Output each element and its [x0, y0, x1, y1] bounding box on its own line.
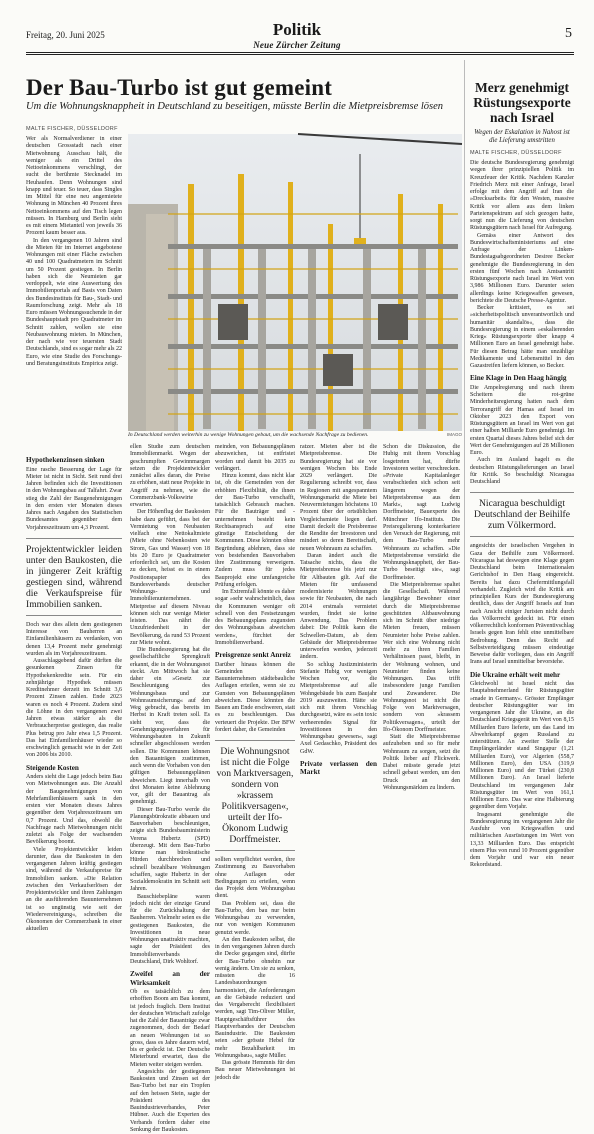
construction-photo: [128, 134, 462, 431]
paragraph: Die deutsche Bundesregierung genehmigt wegen ihrer prinzipiellen Politik im Kreuzfeuer der Kritik. Nachdem Kanzler Friedrich Merz mit einer Anfrage, Israel erfolge mit dem Angriff auf Iran die »Drecksarbeit« für den Westen, massive Kritik vor allem aus dem linken Parteienspektrum auf sich gezogen hatte, sorgt nun die Lieferung von deutschen Rüstungsgütern nach Israel für Aufregung.: [470, 160, 574, 232]
paragraph: Schon die Diskussion, die Hubig mit ihrem Vorschlag losgetreten hat, dürfte Investoren weiter verschrecken. »Private Kapitalanleger verabschieden sich schon seit längerem wegen der Mietpreisbremse aus dem Markt«, sagt Ludwig Dorffmeister, Bauexperte des Münchner Ifo-Instituts. Die Preisregulierung konterkariere den Versuch der Regierung, mit dem Bau-Turbo mehr Wohnraum zu schaffen. »Die Mietpreisbremse verstärkt die Wohnungsknappheit, der Bau-Turbo beseitigt sie«, sagt Dorffmeister.: [383, 444, 460, 581]
pull-quote: Nicaragua beschuldigt Deutschland der Beihilfe zum Völkermord.: [470, 492, 574, 537]
subhead: Preisgrenze senkt Anreiz: [215, 651, 291, 659]
article-title: Der Bau-Turbo ist gut gemeint: [26, 75, 333, 100]
paragraph: meinden, von Bebauungsplänen abzuweichen, ist entfristet worden und damit bis 2035 zu verlängert.: [215, 444, 295, 472]
paragraph: Auch im Ausland hagelt es die deutschen Rüstungslieferungen an Israel für Kritik. So beschuldigt Nicaragua Deutschland: [470, 457, 574, 485]
pull-quote: Projektentwickler leiden unter den Baukosten, die in jüngerer Zeit kräftig gestiegen sind, während die Verkaufspreise für Immobilien sanken.: [26, 538, 122, 616]
paragraph: In den vergangenen 10 Jahren sind die Mieten für im Internet angebotene Wohnungen mit einer Fläche zwischen 40 und 100 Quadratmetern im Schnitt um 50 Prozent gestiegen. In Berlin haben sich die Neumieten gar verdoppelt, wie eine Auswertung des Immobilienportals auf Basis von Daten des Bundesinstituts für Bau-, Stadt- und Raumforschung zeigt. Mehr als 18 Euro müssen Wohnungssuchende in der Bundeshauptstadt pro Quadratmeter im Schnitt zahlen, wollen sie eine Neubauwohnung mieten. In München, der nach wie vor teuersten Stadt Deutschlands, sind es sogar mehr als 22 Euro, wie eine Studie des Forschungs- und Beratungsinstituts Empirica zeigt.: [26, 237, 122, 367]
paragraph: Doch war dies allein dem gestiegenen Interesse von Bauherren an Einfamilienhäusern zu verdanken, von denen 13,4 Prozent mehr genehmigt wurden als im Vorjahreszeitraum.: [26, 621, 122, 657]
article-column-3: [215, 444, 295, 1081]
paragraph: Insgesamt genehmigte die Bundesregierung im vergangenen Jahr die Ausfuhr von Kriegswaffen und militärischen Ausrüstungen im Wert von 13,33 Milliarden Euro. Das entspricht einem Plus von rund 10 Prozent gegenüber dem Vorjahr und war ein neuer Rekordstand.: [470, 811, 574, 869]
paragraph: Die Bundesregierung hat die gesellschaftliche Sprengkraft erkannt, die in der Wohnungsnot steckt. Am Mittwoch hat sie daher ein »Gesetz zur Beschleunigung des Wohnungsbaus und zur Wohnraumsicherung« auf den Weg gebracht, das bereits im Herbst in Kraft treten soll. Es sieht vor, dass die Genehmigungsverfahren für Wohnungsbauten in Zukunft schneller abgeschlossen werden sollen. Die Kommunen können den Bauanträgen zustimmen, auch wenn die Vorhaben von den gültigen Bebauungsplänen abweichen. Liegt innerhalb von drei Monaten keine Ablehnung vor, gilt der Bauantrag als genehmigt.: [130, 647, 210, 806]
article-column-4: [300, 444, 460, 862]
paragraph: Wer als Normalverdiener in einer deutschen Grossstadt nach einer Mietwohnung Ausschau hält, die weniger als ein Drittel des Nettoeinkommens verschlingt, der sucht die berühmte Stecknadel im Heuhaufen. Denn Wohnungen sind knapp und teuer. So teuer, dass Singles im Mittel für eine neu angemietete Wohnung in München 40 Prozent ihres Nettoeinkommens auf den Tisch legen müssen. In Hamburg und Berlin sieht es mit einem Mietanteil von jeweils 36 Prozent kaum besser aus.: [26, 136, 122, 237]
pull-quote: Die Wohnungsnot ist nicht die Folge von Marktversagen, sondern von »krassem Politikversagen«, urteilt der Ifo-Ökonom Ludwig Dorffmeister.: [215, 740, 295, 851]
photo-caption-text: In Deutschland werden weiterhin zu wenige Wohnungen gebaut, um die wachsende Nachfrage zu bedienen.: [128, 432, 369, 438]
header-rule: [26, 52, 574, 53]
paragraph: sollten verpflichtet werden, ihre Zustimmung zu Bauvorhaben ohne Auflagen oder Bedingungen zu erteilen, wenn das Projekt dem Wohnungsbau dient.: [215, 857, 295, 900]
paragraph: Im Extremfall könnte es daher sogar »sehr wahrscheinlich, dass die Kommunen weniger oft schnell von den Festsetzungen des Bebauungsplans zugunsten des Wohnungsbaus abweichen werden«, fürchtet der Immobilienverband.: [215, 589, 295, 646]
article-column-2: [130, 444, 210, 1133]
article-column-1: [26, 452, 122, 933]
subhead: Zweifel an der Wirksamkeit: [130, 970, 210, 987]
column-divider: [464, 60, 465, 860]
paragraph: Der Höhenflug der Baukosten habe dazu geführt, dass bei der Vermietung von Neubauten vielfach eine Nettokaltmiete (Miete ohne Nebenkosten wie Strom, Gas und Wasser) von 18 bis 20 Euro je Quadratmeter erforderlich sei, um die Kosten zu decken, heisst es in einem Positionspapier des Bundesverbands deutscher Wohnungs- und Immobilienunternehmen. Mietpreise auf diesem Niveau können sich nur wenige Mieter leisten. Das nährt die Unzufriedenheit in der Bevölkerung, da rund 53 Prozent zur Miete wohnt.: [130, 509, 210, 646]
paragraph: Das grösste Hemmnis für den Bau neuer Mietwohnungen ist jedoch die: [215, 1060, 295, 1081]
header-rule-thin: [26, 54, 574, 55]
subhead: Steigende Kosten: [26, 763, 79, 772]
paragraph: Daran ändert auch die Tatsache nichts, dass die Mietpreisbremse bis jetzt nur für Altbauten gilt. Auf die Mieten für umfassend modernisierte Wohnungen sowie für Neubauten, die nach 2014 erstmals vermietet wurden, findet sie keine Anwendung. Das Problem dabei: Die Politik kann die Schwellen-Datum, ab dem Gebäude der Mietpreisbremse unterworfen werden, jederzeit ändern.: [300, 552, 377, 661]
subhead: Die Ukraine erhält weit mehr: [470, 670, 561, 679]
side-article-byline: MALTE FISCHER, DÜSSELDORF: [470, 150, 562, 156]
article-head: [26, 75, 458, 112]
paragraph: Darüber hinaus können die Gemeinden den Bauunternehmen städtebauliche Auflagen erteilen, wenn sie zu Gunsten von Bebauungsplänen abweichen. Diese könnten die Bauen am Ende erschweren, statt es zu beschleunigen. Das verteuert die Projekte. Der BFW fordert daher, die Gemeinden: [215, 661, 295, 733]
paragraph: Becker kritisiert, es sei »sicherheitspolitisch unverantwortlich und humanitär skandalös«, dass die Bundesregierung in einem »eskalierenden Krieg« Rüstungsexporte über knapp 4 Millionen Euro an Israel genehmigt habe. Für diesen Betrag hätte man unzählige Medikamente und Lebensmittel in den Gazastreifen liefern können, so Becker.: [470, 305, 574, 369]
paragraph: Anders sieht die Lage jedoch beim Bau von Mietwohnungen aus. Die Anzahl der Baugenehmigungen von Mehrfamilienhäusern sank in den ersten vier Monaten dieses Jahres gegenüber dem Vorjahreszeitraum um 0,7 Prozent. Und das, obwohl die Nachfrage nach Mietwohnungen nicht zuletzt als Folge der wachsenden Bevölkerung boomt.: [26, 774, 122, 846]
paragraph: Statt die Mietpreisbremse aufzuheben und so für mehr Wohnraum zu sorgen, setzt die Politik lieber auf Flickwerk. Dabei müsste gerade jetzt schnell gebaut werden, um den Druck an den Wohnungsmärkten zu lindern.: [383, 734, 460, 791]
article-column-1-top: [26, 136, 122, 448]
page-number: 5: [565, 26, 572, 41]
paragraph: Die Ampelregierung und nach ihrem Scheitern die rot-grüne Minderheitsregierung hatten nach dem Terrorangriff der Hamas auf Israel im Oktober 2023 den Export von Rüstungsgütern an Israel im Wert von gut einer halben Milliarde Euro genehmigt. Im ersten Quartal dieses Jahres belief sich der Wert der Genehmigungen auf 28 Millionen Euro.: [470, 384, 574, 456]
section-title: Politik: [272, 20, 322, 39]
paragraph: An den Baukosten selbst, die in den vergangenen Jahren durch die Decke gegangen sind, dürfte der Bau-Turbo ohnehin nur wenig ändern. Um sie zu senken, müssten die 16 Landesbauordnungen harmonisiert, die Anforderungen an die Gebäude reduziert und das Vergaberecht flexibilisiert werden, sagt Tim-Oliver Müller, Hauptgeschäftsführer des Hauptverbandes der Deutschen Bauindustrie. Die Baukosten seien »der grösste Hebel für mehr Bezahlbarkeit im Wohnungsbau«, sagte Müller.: [215, 936, 295, 1059]
newspaper-name: Neue Zürcher Zeitung: [253, 40, 341, 50]
paragraph: Dieser Bau-Turbo werde die Planungsbürokratie abbauen und Bauvorhaben beschleunigen, zeigte sich Bundesbauministerin Verena Hubertz (SPD) überzeugt. Mit dem Bau-Turbo könne man bürokratische Hürden durchbrechen und schnell bezahlbare Wohnungen schaffen, sagte Hubertz in der Sozialdemokratin im Schnitt seit Jahren.: [130, 806, 210, 893]
paragraph: Ob es tatsächlich zu dem erhofften Boom am Bau kommt, ist jedoch fraglich. Dem Institut der deutschen Wirtschaft zufolge hat die Zahl der Bauanträge zwar zugenommen, doch der Bedarf an neuen Wohnungen ist so gross, dass es Jahre dauern wird, bis er gedeckt ist. Der Deutsche Mieterbund erwartet, dass die Mieten weiter steigen werden.: [130, 989, 210, 1068]
side-article-deck: Wegen der Eskalation in Nahost ist die Lieferung umstritten: [474, 129, 570, 144]
paragraph: Die Mietpreisbremse spaltet die Gesellschaft. Während langjährige Bewohner einer durch die Mietpreisbremse geschützten Altbauwohnung sich im Schnitt über niedrige Mieten freuen, müssen Neumieter hohe Preise zahlen. Wer sich eine Wohnung nicht mehr zu ihren Familien Verhältnissen passt, bleibt, in der Wohnung wohnen, und Neumieter finden keine Wohnungen. Das trifft insbesondere junge Familien und Zuwanderer. Die Wohnungsnot ist nicht die Folge von Marktversagen, sondern von »krassem Politikversagen«, urteilt der Ifo-Ökonom Dorffmeister.: [383, 581, 460, 733]
paragraph: Hinzu kommt, dass nicht klar ist, ob die Gemeinden von der erhöhten Flexibilität, die ihnen der Bau-Turbo verschafft, tatsächlich Gebrauch machen. Für die Bauträger und -unternehmen besteht kein Rechtsanspruch auf eine günstige Entscheidung der Kommunen. Diese könnten ohne Begründung ablehnen, dass sie von bestehenden Bauvorhaben ihre Zustimmung verweigern. Zudem muss für jedes Bauprojekt eine umfangreiche Prüfung erfolgen.: [215, 473, 295, 588]
paragraph: Bauschiebepläne waren jedoch nicht der einzige Grund für die Zurückhaltung der Bauherren. Vielmehr seien es die gestiegenen Baukosten, die Investitionen in neue Wohnungen unattraktiv machten, sagte der Präsident des Immobilienverbands Deutschland, Dirk Wohltorf.: [130, 893, 210, 965]
paragraph: Ausschlaggebend dafür dürften die gesunkenen Zinsen für Hypothekenkredite sein. Für ein zehnjährige Hypothek müssen Kreditnehmer derzeit im Schnitt 3,6 Prozent Zinsen zahlen. Ende 2023 waren es noch 4 Prozent. Zudem sind die Löhne in den vergangenen zwei Jahren etwas stärker als die Verbraucherpreise gestiegen, das realie Plus betrug pro Jahr etwa 1,5 Prozent. Das hat Einfamilienhäuser wieder so erschwinglich gemacht wie in der Zeit von 2006 bis 2010.: [26, 658, 122, 759]
side-article-title: Merz genehmigt Rüstungsexporte nach Israel: [473, 80, 571, 125]
paragraph: Eine rasche Besserung der Lage für Mieter ist nicht in Sicht. Seit rund drei Jahren befinden sich die Investitionen in den Wohnungsbau auf Talfahrt. Zwar stieg die Zahl der Baugenehmigungen in den ersten vier Monaten dieses Jahres nach Angaben des Statistischen Bundesamtes gegenüber dem Vorjahreszeitraum um 4,3 Prozent.: [26, 466, 122, 531]
paragraph: Viele Projektentwickler leiden darunter, dass die Baukosten in den vergangenen Jahren kräftig gestiegen sind, während die Verkaufspreise für Immobilien sanken. »Die Relation zwischen den Verkaufserlösen der Projektentwickler und ihren Zahlungen an die ausführenden Bauunternehmen ist so ungünstig wie seit der Wiedervereinigung«, schreiben die Ökonomen der Commerzbank in einer aktuellen: [26, 846, 122, 933]
paragraph: Das Problem sei, dass die Bau-Turbo, den bau nur beim Wohnungsbau zu verwenden, nur von wenigen Kommunen genutzt werde.: [215, 900, 295, 936]
paragraph: ratzer. Mieten aber ist die Mietpreisbremse. Die Bundesregierung hat sie vor wenigen Wochen bis Ende 2029 verlängert. Die Regulierung schreibt vor, dass in Regionen mit angespanntem Wohnungsmarkt die Miete bei Neuvermietungen höchstens 10 Prozent über der ortsüblichen Vergleichsmiete liegen darf. Damit deckelt die Preisbremse die Rendite der Investoren und mindert so deren Bereitschaft, neuen Wohnraum zu schaffen.: [300, 444, 377, 552]
paragraph: Angesichts der gestiegenen Baukosten und Zinsen sei der Bau-Turbo bei nur ein Tropfen auf den heissen Stein, sagte der Präsident des Bauindustrieverbandes, Peter Hübner. Auch die Experten des Verbands fordern daher eine Senkung der Baukosten.: [130, 1068, 210, 1133]
paragraph: Gemäss einer Antwort des Bundeswirtschaftsministeriums auf eine Anfrage der Linken-Bundestagsabgeordneten Desiree Becker genehmigte die Bundesregierung in den ersten fünf Wochen nach Amtsantritt Rüstungsexporte nach Israel im Wert von 3,986 Millionen Euro. Darunter seien allerdings keine Kriegswaffen gewesen, berichtete die Deutsche Presse-Agentur.: [470, 232, 574, 304]
subhead: Eine Klage in Den Haag hängig: [470, 374, 567, 383]
paragraph: Gleichwohl ist Israel nicht das Hauptabnehmerland für Rüstungsgüter »made in Germany«. Grösster Empfänger deutscher Rüstungsgüter war im vergangenen Jahr die Ukraine, an die Deutschland Kriegsgerät im Wert von 8,15 Milliarden Euro lieferte, um das Land im Abwehrkampf gegen Russland zu unterstützen. An zweiter Stelle der Empfängerländer stand Singapur (1,21 Milliarden Euro), vor Algerien (558,7 Millionen Euro), den USA (319,9 Millionen Euro) und der Türkei (230,8 Millionen Euro). An Israel lieferte Deutschland im vergangenen Jahr Rüstungsgüter im Wert von 161,1 Millionen Euro. Das war eine Halbierung gegenüber dem Vorjahr.: [470, 681, 574, 811]
side-article-column: [470, 160, 574, 869]
paragraph: ellen Studie zum deutschen Immobilienmarkt. Wegen der geschrumpften Gewinnmargen setzen die Projektentwickler zunächst alles daran, die Preise zu erhöhen, statt neue Projekte in Angriff zu nehmen, wie die Commerzbank-Volkswirte erwarten.: [130, 444, 210, 508]
article-deck: Um die Wohnungsknappheit in Deutschland zu beseitigen, müsste Berlin die Mietpreisbremse lösen: [26, 101, 444, 112]
paragraph: So schlug Justizministerin Stefanie Hubig vor wenigen Wochen vor, die Mietpreisbremse auf alle Wohngebäude bis zum Baujahr 2019 auszuweiten. Hätte sie sich mit ihrem Vorschlag durchgesetzt, wäre es »ein toxic verheerendes Signal für Investitionen in den Wohnungsbau gewesen«, sagt Axel Gedaschko, Präsident des GdW.: [300, 661, 377, 755]
photo-caption: [128, 432, 462, 438]
article-byline: MALTE FISCHER, DÜSSELDORF: [26, 126, 118, 132]
subhead: Hypothekenzinsen sinken: [26, 456, 105, 464]
paragraph: angesichts der israelischen Vergehen in Gaza der Beihilfe zum Völkermord. Nicaragua hat deswegen eine Klage gegen Deutschland beim Internationalen Gerichtshof in Den Haag eingereicht. Bereits hat dazu Chefermittlungsfall verhandelt. Zugleich wird die Kritik am prinzipiellen Kurs der Bundesregierung deutlich, dass der Angriff Israels auf Iran nach Ansicht einiger Juristen nicht durch das Völkerrecht gedeckt ist. Für einen völkerrechtlich konformen Präventivschlag Israels gegen Iran fehlt eine unmittelbare Bedrohung. Denn das Recht auf Selbstverteidigung müssen eindeutige Beweise dafür vorliegen, dass ein Angriff Irans auf Israel unmittelbar bevorstehe.: [470, 543, 574, 666]
photo-credit: IMAGO: [446, 432, 462, 437]
issue-date: Freitag, 20. Juni 2025: [26, 30, 105, 40]
subhead: Private verlassen den Markt: [300, 759, 377, 777]
